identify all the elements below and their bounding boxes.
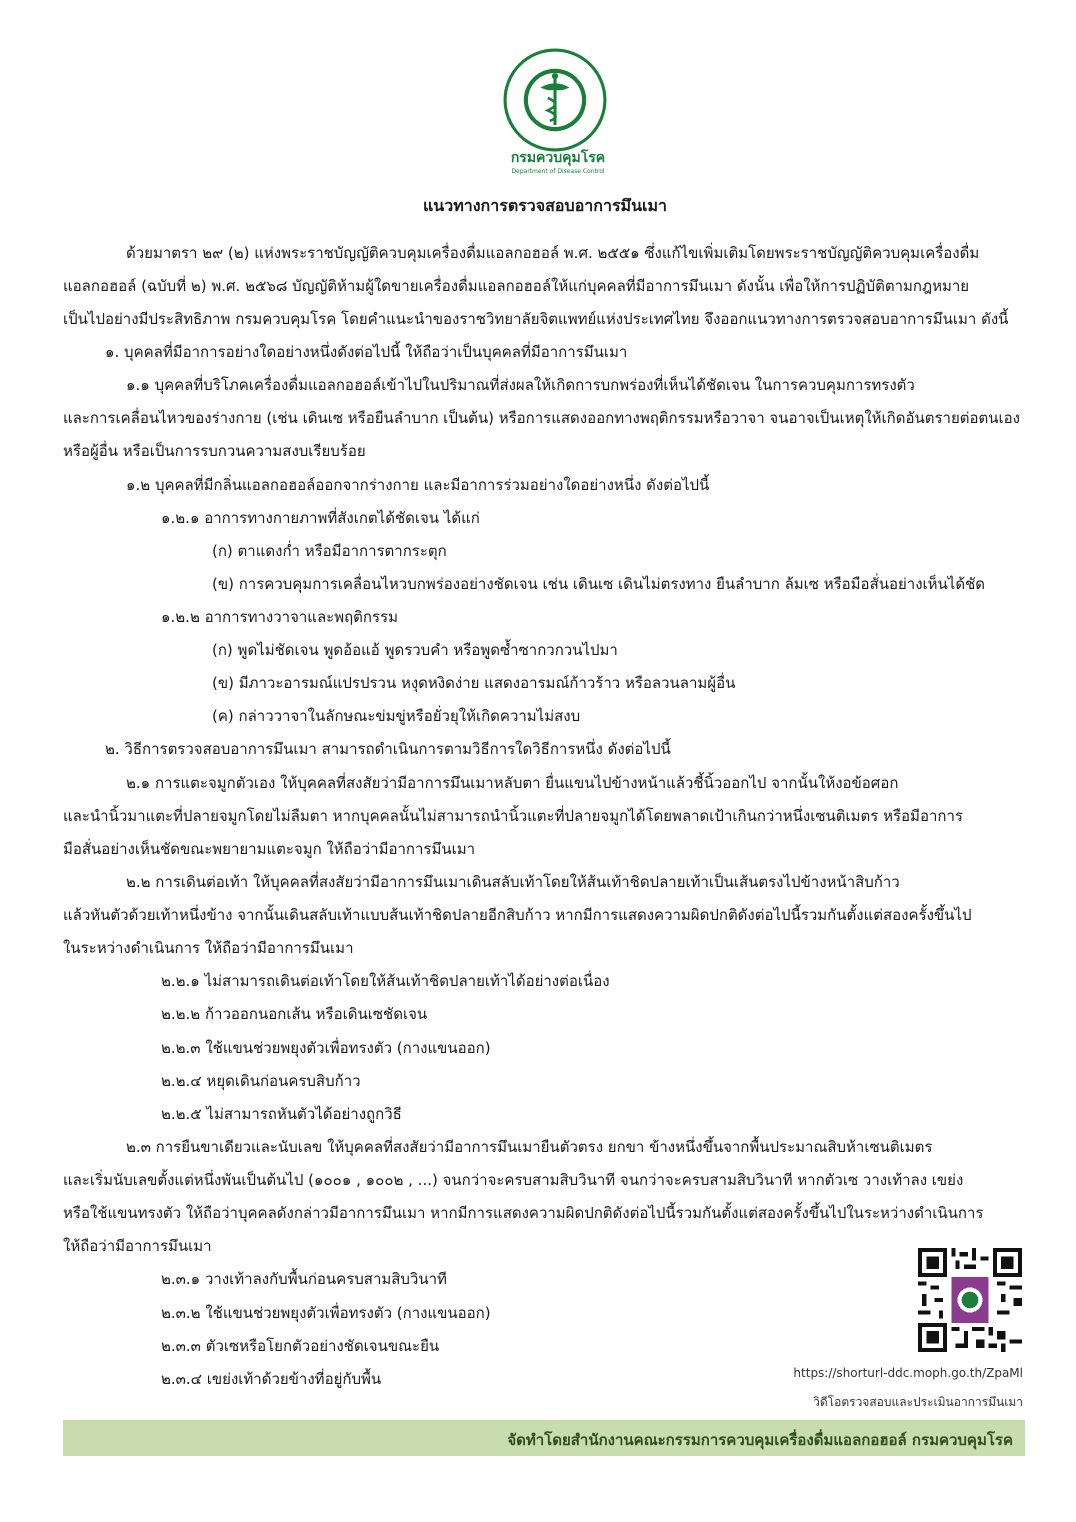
section-heading: ๒. วิธีการตรวจสอบอาการมึนเมา สามารถดำเนินการตามวิธีการใดวิธีการหนึ่ง ดังต่อไปนี้ [105, 740, 671, 758]
subitem-line: (ก) ตาแดงก่ำ หรือมีอาการตากระตุก [212, 542, 447, 560]
subitem-line: ๒.๓.๑ วางเท้าลงกับพื้นก่อนครบสามสิบวินาที [161, 1270, 447, 1288]
footer-banner [63, 1420, 1025, 1456]
paragraph-line: ด้วยมาตรา ๒๙ (๒) แห่งพระราชบัญญัติควบคุมเครื่องดื่มแอลกอฮอล์ พ.ศ. ๒๕๕๑ ซึ่งแก้ไขเพิ่มเติมโดยพระราชบัญญัติควบคุมเครื่องดื่ม [126, 244, 980, 262]
subitem-line: ๒.๒.๒ ก้าวออกนอกเส้น หรือเดินเซชัดเจน [161, 1005, 428, 1023]
paragraph-line: และเริ่มนับเลขตั้งแต่หนึ่งพันเป็นต้นไป (๑๐๐๑ , ๑๐๐๒ , ...) จนกว่าจะครบสามสิบวินาที จนกว่าจะครบสามสิบวินาที หากตัวเซ วางเท้าลง เขย่ง [63, 1171, 964, 1189]
paragraph-line: และนำนิ้วมาแตะที่ปลายจมูกโดยไม่ลืมตา หากบุคคลนั้นไม่สามารถนำนิ้วแตะที่ปลายจมูกได้โดยพลาดเป้าเกินกว่าหนึ่งเซนติเมตร หรือมีอาการ [63, 807, 963, 825]
subitem-line: (ค) กล่าววาจาในลักษณะข่มขู่หรือยั่วยุให้เกิดความไม่สงบ [212, 707, 581, 725]
subitem-line: ๒.๓.๓ ตัวเซหรือโยกตัวอย่างชัดเจนขณะยืน [161, 1337, 440, 1355]
paragraph-line: ในระหว่างดำเนินการ ให้ถือว่ามีอาการมึนเมา [63, 939, 354, 957]
subitem-line: (ข) การควบคุมการเคลื่อนไหวบกพร่องอย่างชัดเจน เช่น เดินเซ เดินไม่ตรงทาง ยืนลำบาก ล้มเซ หรือมือสั่นอย่างเห็นได้ชัด [212, 575, 985, 593]
subitem-line: ๒.๓.๒ ใช้แขนช่วยพยุงตัวเพื่อทรงตัว (กางแขนออก) [161, 1304, 491, 1322]
document-title: แนวทางการตรวจสอบอาการมึนเมา [422, 196, 668, 215]
qr-caption: วิดีโอตรวจสอบและประเมินอาการมึนเมา [813, 1395, 1023, 1409]
section-heading: ๑. บุคคลที่มีอาการอย่างใดอย่างหนึ่งดังต่อไปนี้ ให้ถือว่าเป็นบุคคลที่มีอาการมึนเมา [105, 343, 628, 361]
paragraph-line: ๒.๓ การยืนขาเดียวและนับเลข ให้บุคคลที่สงสัยว่ามีอาการมึนเมายืนตัวตรง ยกขา ข้างหนึ่งขึ้นจากพื้นประมาณสิบห้าเซนติเมตร [126, 1138, 933, 1156]
subitem-line: ๒.๒.๕ ไม่สามารถหันตัวได้อย่างถูกวิธี [161, 1105, 402, 1123]
subitem-line: (ข) มีภาวะอารมณ์แปรปรวน หงุดหงิดง่าย แสดงอารมณ์ก้าวร้าว หรือลวนลามผู้อื่น [212, 674, 736, 692]
paragraph-line: หรือใช้แขนทรงตัว ให้ถือว่าบุคคลดังกล่าวมีอาการมึนเมา หากมีการแสดงความผิดปกติดังต่อไปนี้รวมกันตั้งแต่สองครั้งขึ้นไปในระหว่างดำเนินการ [63, 1204, 984, 1222]
qr-code-icon[interactable] [918, 1248, 1022, 1352]
paragraph-line: ๑.๑ บุคคลที่บริโภคเครื่องดื่มแอลกอฮอล์เข้าไปในปริมาณที่ส่งผลให้เกิดการบกพร่องที่เห็นได้ชัดเจน ในการควบคุมการทรงตัว [126, 376, 915, 394]
subitem-line: ๒.๓.๔ เขย่งเท้าด้วยข้างที่อยู่กับพื้น [161, 1370, 382, 1388]
paragraph-line: ๑.๒ บุคคลที่มีกลิ่นแอลกอฮอล์ออกจากร่างกาย และมีอาการร่วมอย่างใดอย่างหนึ่ง ดังต่อไปนี้ [126, 476, 710, 494]
paragraph-line: แล้วหันตัวด้วยเท้าหนึ่งข้าง จากนั้นเดินสลับเท้าแบบส้นเท้าชิดปลายอีกสิบก้าว หากมีการแสดงความผิดปกติดังต่อไปนี้รวมกันตั้งแต่สองครั้งขึ้นไป [63, 906, 972, 924]
paragraph-line: หรือผู้อื่น หรือเป็นการรบกวนความสงบเรียบร้อย [63, 442, 366, 460]
paragraph-line: ๒.๒ การเดินต่อเท้า ให้บุคคลที่สงสัยว่ามีอาการมึนเมาเดินสลับเท้าโดยให้ส้นเท้าชิดปลายเท้าเป็นเส้นตรงไปข้างหน้าสิบก้าว [126, 873, 900, 891]
paragraph-line: ๒.๑ การแตะจมูกตัวเอง ให้บุคคลที่สงสัยว่ามีอาการมึนเมาหลับตา ยื่นแขนไปข้างหน้าแล้วชี้นิ้วออกไป จากนั้นให้งอข้อศอก [126, 774, 899, 792]
paragraph-line: ให้ถือว่ามีอาการมึนเมา [63, 1237, 212, 1255]
subitem-line: ๑.๒.๒ อาการทางวาจาและพฤติกรรม [161, 608, 398, 626]
subitem-line: ๒.๒.๓ ใช้แขนช่วยพยุงตัวเพื่อทรงตัว (กางแขนออก) [161, 1039, 491, 1057]
department-name-thai: กรมควบคุมโรค [510, 150, 606, 166]
qr-link-url[interactable]: https://shorturl-ddc.moph.go.th/ZpaMl [793, 1366, 1023, 1380]
paragraph-line: เป็นไปอย่างมีประสิทธิภาพ กรมควบคุมโรค โดยคำแนะนำของราชวิทยาลัยจิตแพทย์แห่งประเทศไทย จึงออกแนวทางการตรวจสอบอาการมึนเมา ดังนี้ [63, 310, 1009, 328]
paragraph-line: มือสั่นอย่างเห็นชัดขณะพยายามแตะจมูก ให้ถือว่ามีอาการมึนเมา [63, 840, 476, 858]
footer-text: จัดทำโดยสำนักงานคณะกรรมการควบคุมเครื่องดื่มแอลกอฮอล์ กรมควบคุมโรค [507, 1431, 1013, 1449]
paragraph-line: และการเคลื่อนไหวของร่างกาย (เช่น เดินเซ หรือยืนลำบาก เป็นต้น) หรือการแสดงออกทางพฤติกรรมหรือวาจา จนอาจเป็นเหตุให้เกิดอันตรายต่อตนเอง [63, 409, 1020, 427]
subitem-line: ๒.๒.๔ หยุดเดินก่อนครบสิบก้าว [161, 1072, 361, 1090]
paragraph-line: แอลกอฮอล์ (ฉบับที่ ๒) พ.ศ. ๒๕๖๘ บัญญัติห้ามผู้ใดขายเครื่องดื่มแอลกอฮอล์ให้แก่บุคคลที่มีอาการมึนเมา ดังนั้น เพื่อให้การปฏิบัติตามกฎหมาย [63, 277, 970, 295]
department-name-english: Department of Disease Control [511, 168, 605, 175]
ministry-seal-logo [503, 48, 607, 152]
subitem-line: ๒.๒.๑ ไม่สามารถเดินต่อเท้าโดยให้ส้นเท้าชิดปลายเท้าได้อย่างต่อเนื่อง [161, 972, 610, 990]
subitem-line: (ก) พูดไม่ชัดเจน พูดอ้อแอ้ พูดรวบคำ หรือพูดซ้ำซากวกวนไปมา [212, 641, 618, 659]
subitem-line: ๑.๒.๑ อาการทางกายภาพที่สังเกตได้ชัดเจน ได้แก่ [161, 509, 480, 527]
